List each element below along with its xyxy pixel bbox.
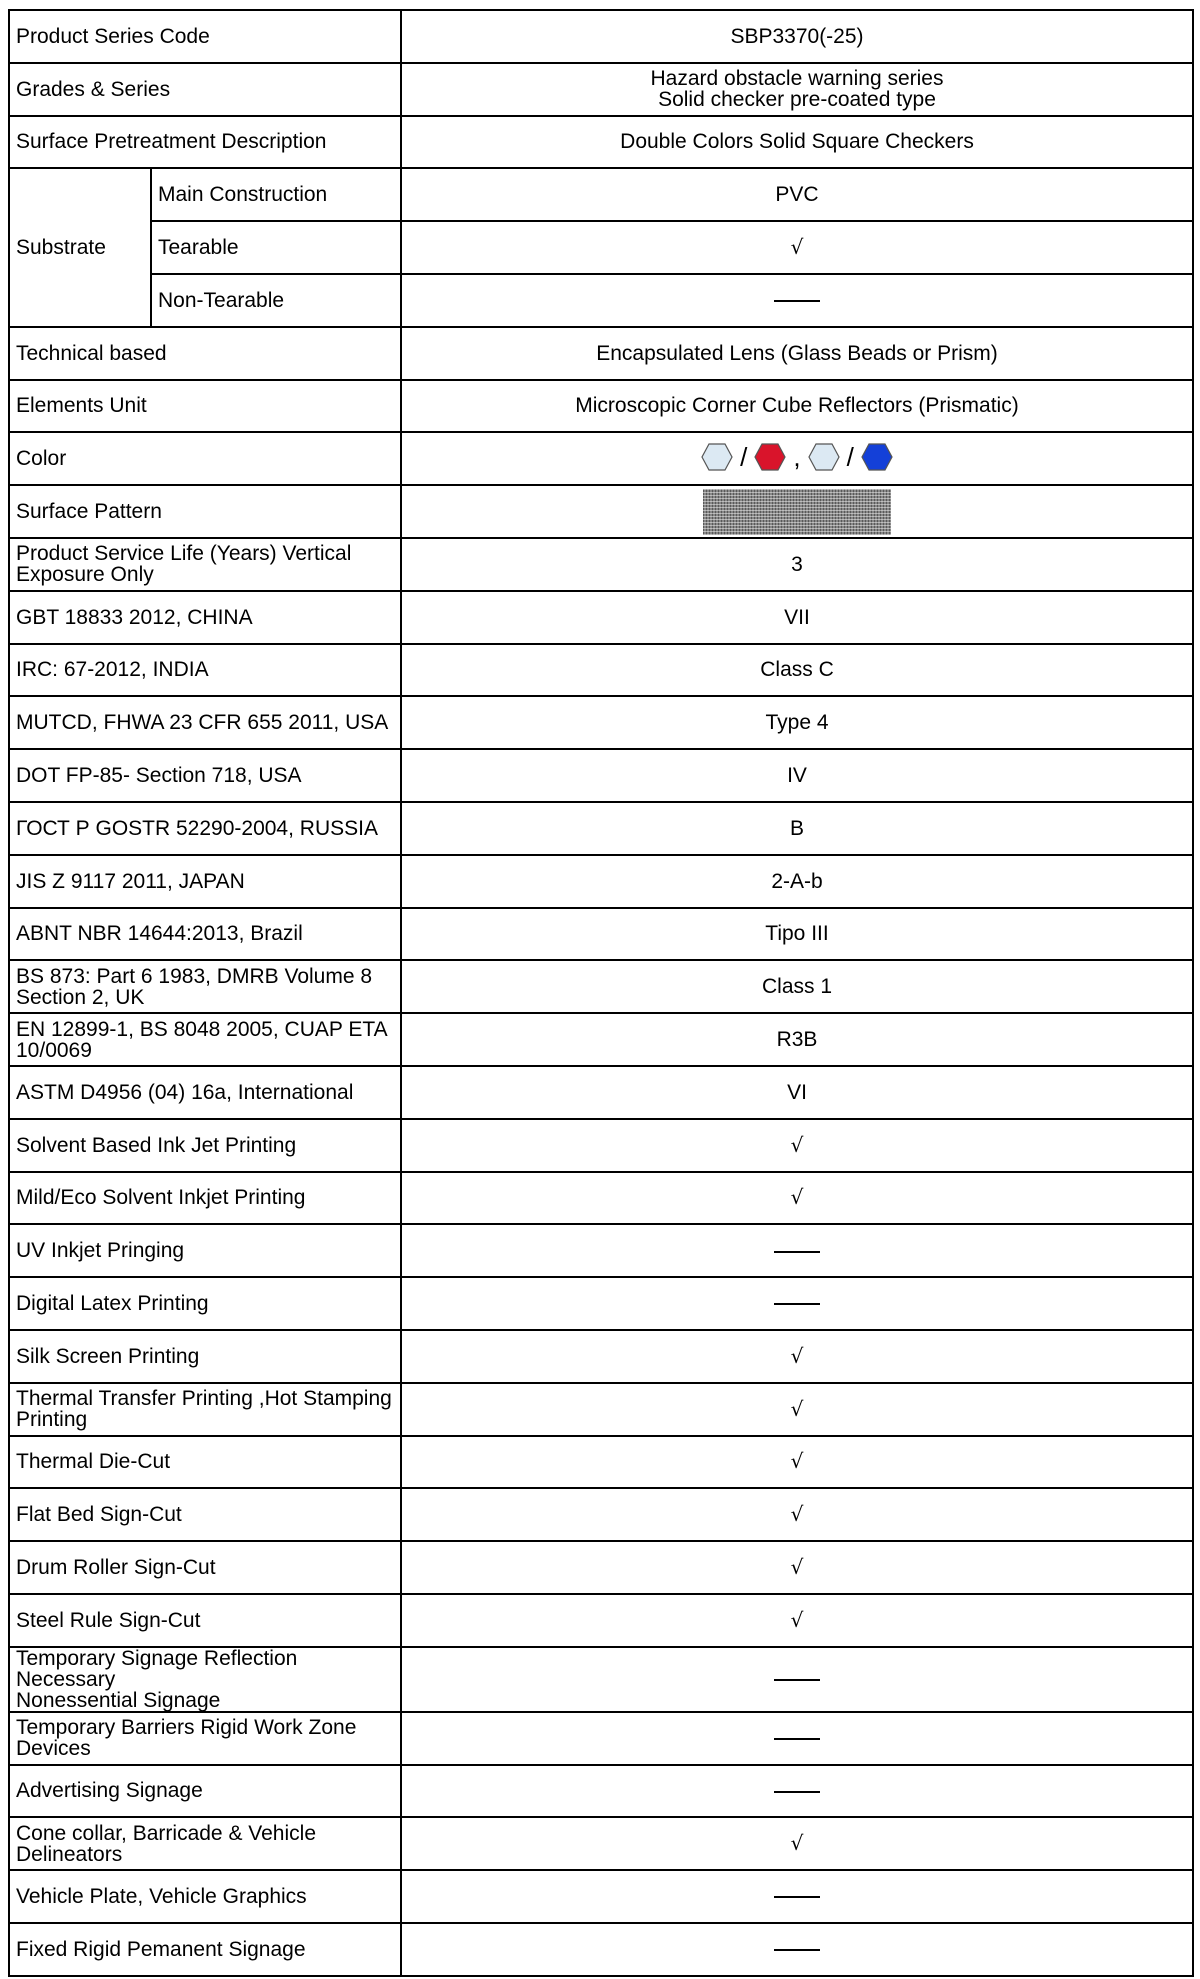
row-technical-based	[9, 327, 1193, 380]
row-value: Tipo III	[401, 908, 1193, 961]
table-row	[9, 1765, 1193, 1818]
table-row	[9, 1224, 1193, 1277]
row-label	[9, 1817, 401, 1870]
check-mark-icon: √	[790, 1343, 804, 1368]
table-row	[9, 538, 1193, 591]
row-substrate-main	[9, 168, 1193, 221]
table-row	[9, 908, 1193, 961]
row-value	[401, 63, 1193, 116]
row-label: UV Inkjet Pringing	[9, 1224, 401, 1277]
check-mark-icon: √	[790, 1132, 804, 1157]
row-label: Color	[9, 432, 401, 485]
table-row	[9, 1436, 1193, 1489]
row-label: Mild/Eco Solvent Inkjet Printing	[9, 1172, 401, 1225]
check-mark-icon: √	[790, 1502, 804, 1527]
row-label	[9, 960, 401, 1013]
row-label: Advertising Signage	[9, 1765, 401, 1818]
table-row	[9, 1277, 1193, 1330]
row-label: Surface Pattern	[9, 485, 401, 538]
dash-icon	[774, 1896, 820, 1898]
row-value: 3	[401, 538, 1193, 591]
row-label: Elements Unit	[9, 380, 401, 433]
row-value: Microscopic Corner Cube Reflectors (Prismatic)	[401, 380, 1193, 433]
color-swatches	[700, 442, 894, 472]
row-label: Steel Rule Sign-Cut	[9, 1594, 401, 1647]
label-line: Temporary Barriers Rigid Work Zone	[16, 1716, 357, 1740]
row-label: ABNT NBR 14644:2013, Brazil	[9, 908, 401, 961]
row-grades-series	[9, 63, 1193, 116]
table-row	[9, 591, 1193, 644]
row-value	[401, 1765, 1193, 1818]
row-value: Class C	[401, 644, 1193, 697]
check-mark-icon: √	[790, 1607, 804, 1632]
table-row	[9, 1488, 1193, 1541]
row-sublabel: Non-Tearable	[151, 274, 401, 327]
label-line: Temporary Signage Reflection Necessary	[16, 1646, 298, 1691]
row-label	[9, 1647, 401, 1712]
table-row	[9, 1119, 1193, 1172]
row-value	[401, 1923, 1193, 1976]
label-line: EN 12899-1, BS 8048 2005, CUAP ETA	[16, 1017, 388, 1041]
table-row	[9, 1541, 1193, 1594]
row-value: Type 4	[401, 696, 1193, 749]
row-label: Product Series Code	[9, 10, 401, 63]
value-line: Hazard obstacle warning series	[650, 67, 944, 91]
check-mark-icon: √	[790, 1555, 804, 1579]
label-line: Printing	[16, 1408, 88, 1432]
checker-pattern-swatch	[703, 489, 891, 535]
row-label: JIS Z 9117 2011, JAPAN	[9, 855, 401, 908]
label-line: Exposure Only	[16, 563, 154, 587]
row-value: Double Colors Solid Square Checkers	[401, 116, 1193, 169]
row-value	[401, 1647, 1193, 1712]
label-line: BS 873: Part 6 1983, DMRB Volume 8	[16, 964, 373, 988]
row-label: Grades & Series	[9, 63, 401, 116]
row-value: VI	[401, 1066, 1193, 1119]
row-substrate-tearable	[9, 221, 1193, 274]
label-line: Devices	[16, 1737, 91, 1761]
table-row	[9, 1594, 1193, 1647]
label-line: 10/0069	[16, 1038, 92, 1062]
row-value: SBP3370(-25)	[401, 10, 1193, 63]
row-label: Vehicle Plate, Vehicle Graphics	[9, 1870, 401, 1923]
row-value	[401, 1383, 1193, 1436]
check-mark-icon: √	[790, 1396, 804, 1421]
row-value	[401, 1541, 1193, 1594]
table-row	[9, 1817, 1193, 1870]
row-sublabel: Tearable	[151, 221, 401, 274]
separator: /	[846, 441, 854, 472]
row-value: PVC	[401, 168, 1193, 221]
row-value	[401, 1488, 1193, 1541]
table-row	[9, 644, 1193, 697]
dash-icon	[774, 300, 820, 302]
row-label: Surface Pretreatment Description	[9, 116, 401, 169]
row-value	[401, 485, 1193, 538]
row-label: Thermal Die-Cut	[9, 1436, 401, 1489]
row-label: Silk Screen Printing	[9, 1330, 401, 1383]
substrate-label: Substrate	[9, 168, 151, 326]
check-mark-icon: √	[790, 235, 804, 260]
row-value: 2-A-b	[401, 855, 1193, 908]
table-row	[9, 749, 1193, 802]
row-label: Digital Latex Printing	[9, 1277, 401, 1330]
label-line: Nonessential Signage	[16, 1688, 221, 1712]
hexagon-white-icon	[807, 442, 841, 472]
separator: ,	[793, 441, 801, 472]
row-value: IV	[401, 749, 1193, 802]
label-line: Product Service Life (Years) Vertical	[16, 542, 352, 566]
table-row	[9, 855, 1193, 908]
row-label: GBT 18833 2012, CHINA	[9, 591, 401, 644]
label-line: Section 2, UK	[16, 985, 145, 1009]
dash-icon	[774, 1679, 820, 1681]
label-line: Cone collar, Barricade & Vehicle	[16, 1821, 316, 1845]
hexagon-blue-icon	[860, 442, 894, 472]
row-label	[9, 1712, 401, 1765]
check-mark-icon: √	[790, 1449, 804, 1474]
row-color	[9, 432, 1193, 485]
row-value	[401, 221, 1193, 274]
row-label: Technical based	[9, 327, 401, 380]
table-row	[9, 1330, 1193, 1383]
row-value	[401, 1119, 1193, 1172]
row-value	[401, 1712, 1193, 1765]
row-value: B	[401, 802, 1193, 855]
table-row	[9, 1647, 1193, 1712]
row-value	[401, 274, 1193, 327]
check-mark-icon: √	[790, 1831, 804, 1856]
row-label: ГОСТ Р GOSTR 52290-2004, RUSSIA	[9, 802, 401, 855]
table-row	[9, 1013, 1193, 1066]
dash-icon	[774, 1738, 820, 1740]
table-row	[9, 1383, 1193, 1436]
row-value	[401, 1330, 1193, 1383]
hexagon-red-icon	[753, 442, 787, 472]
row-value	[401, 1436, 1193, 1489]
row-elements-unit	[9, 380, 1193, 433]
row-value	[401, 1870, 1193, 1923]
table-row	[9, 1923, 1193, 1976]
row-label: IRC: 67-2012, INDIA	[9, 644, 401, 697]
table-row	[9, 1172, 1193, 1225]
row-substrate-non-tearable	[9, 274, 1193, 327]
row-label: Solvent Based Ink Jet Printing	[9, 1119, 401, 1172]
row-value	[401, 1594, 1193, 1647]
row-surface-pretreatment	[9, 116, 1193, 169]
row-label	[9, 538, 401, 591]
dash-icon	[774, 1303, 820, 1305]
separator: /	[740, 441, 748, 472]
row-label	[9, 1013, 401, 1066]
row-label: ASTM D4956 (04) 16a, International	[9, 1066, 401, 1119]
table-row	[9, 696, 1193, 749]
table-row	[9, 1066, 1193, 1119]
row-value: Class 1	[401, 960, 1193, 1013]
row-label	[9, 1383, 401, 1436]
row-value	[401, 1277, 1193, 1330]
row-value	[401, 1817, 1193, 1870]
row-sublabel: Main Construction	[151, 168, 401, 221]
dash-icon	[774, 1251, 820, 1253]
dash-icon	[774, 1791, 820, 1793]
check-mark-icon: √	[790, 1185, 804, 1210]
row-label: Fixed Rigid Pemanent Signage	[9, 1923, 401, 1976]
row-label: Drum Roller Sign-Cut	[9, 1541, 401, 1594]
table-row	[9, 1870, 1193, 1923]
row-value	[401, 1172, 1193, 1225]
value-line: Solid checker pre-coated type	[658, 88, 936, 112]
row-label: DOT FP-85- Section 718, USA	[9, 749, 401, 802]
row-value	[401, 1224, 1193, 1277]
dash-icon	[774, 1949, 820, 1951]
row-product-series-code	[9, 10, 1193, 63]
row-label: MUTCD, FHWA 23 CFR 655 2011, USA	[9, 696, 401, 749]
row-label: Flat Bed Sign-Cut	[9, 1488, 401, 1541]
label-line: Delineators	[16, 1842, 123, 1866]
row-surface-pattern	[9, 485, 1193, 538]
table-row	[9, 960, 1193, 1013]
table-row	[9, 802, 1193, 855]
row-value: VII	[401, 591, 1193, 644]
product-spec-table	[8, 9, 1194, 1977]
row-value: Encapsulated Lens (Glass Beads or Prism)	[401, 327, 1193, 380]
table-row	[9, 1712, 1193, 1765]
row-value	[401, 432, 1193, 485]
row-value: R3B	[401, 1013, 1193, 1066]
hexagon-white-icon	[700, 442, 734, 472]
label-line: Thermal Transfer Printing ,Hot Stamping	[16, 1387, 392, 1411]
